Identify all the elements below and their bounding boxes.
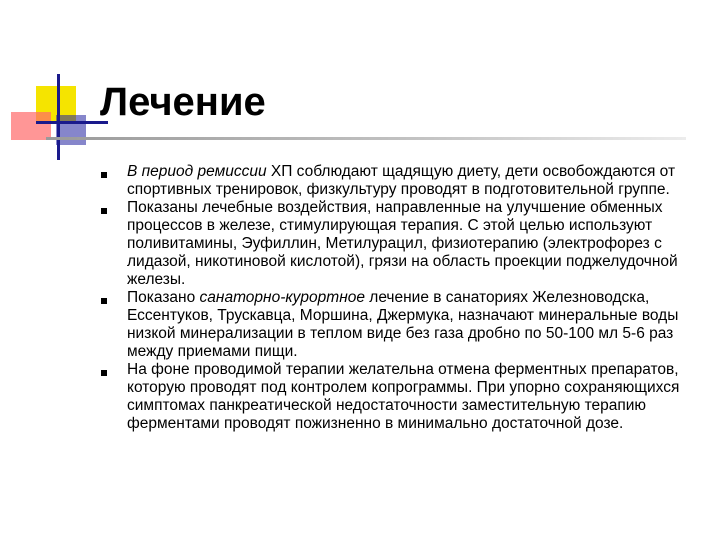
bullet-square-icon — [101, 172, 107, 178]
bullet-item-therapy — [0, 199, 720, 289]
title-underline — [46, 137, 686, 140]
bullet-square-icon — [101, 370, 107, 376]
bullet-text: На фоне проводимой терапии желательна отмена ферментных препаратов, которую проводят под контролем копрограммы. При упорно сохраняющихся симптомах панкреатической недостаточности заместительную терапию ферментами проводят пожизненно в минимально достаточной дозе. — [127, 361, 680, 432]
bullet-emphasis: санаторно-курортное — [199, 289, 365, 306]
bullet-text: ХП соблюдают щадящую диету, дети освобождаются от спортивных тренировок, физкультуру проводят в подготовительной группе. — [127, 163, 676, 198]
bullet-emphasis: В период ремиссии — [127, 163, 267, 180]
bullet-text: Показаны лечебные воздействия, направленные на улучшение обменных процессов в железе, стимулирующая терапия. С этой целью используют поливитамины, Эуфиллин, Метилурацил, физиотерапию (электрофорез с лидазой, никотиновой кислотой), грязи на область проекции поджелудочной железы. — [127, 199, 678, 288]
deco-vertical-line — [57, 74, 60, 160]
slide-title: Лечение — [100, 80, 266, 124]
bullet-square-icon — [101, 208, 107, 214]
bullet-item-remission — [0, 163, 720, 199]
bullet-prefix: Показано — [127, 289, 200, 306]
deco-horizontal-line — [36, 121, 108, 124]
bullet-text: лечение в санаториях Железноводска, Ессентуков, Трускавца, Моршина, Джермука, назначают минеральные воды низкой минерализации в теплом виде без газа дробно по 50-100 мл 5-6 раз между приемами пищи. — [127, 289, 679, 360]
bullet-square-icon — [101, 298, 107, 304]
bullet-list — [0, 163, 720, 433]
deco-red-square — [11, 112, 51, 140]
deco-blue-square — [56, 115, 86, 145]
bullet-item-enzymes — [0, 361, 720, 433]
corner-decoration — [0, 0, 110, 170]
bullet-item-sanatorium — [0, 289, 720, 361]
